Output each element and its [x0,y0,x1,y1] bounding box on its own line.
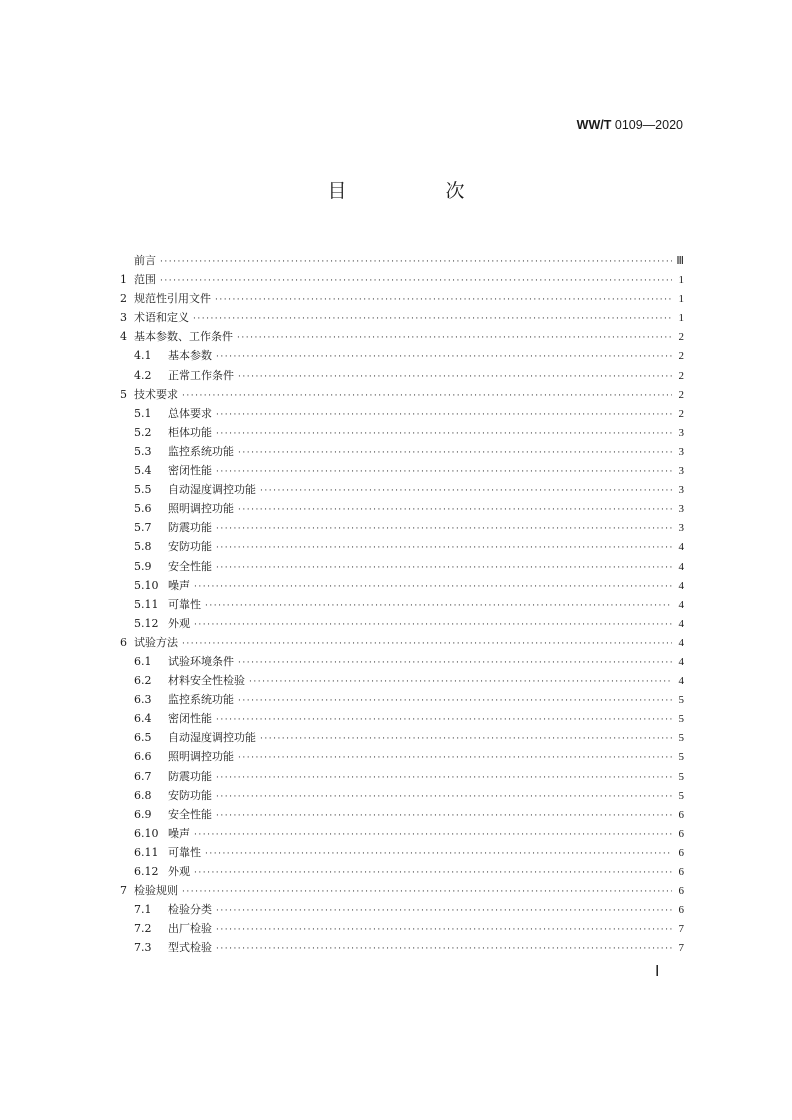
toc-entry-label: 防震功能 [168,769,212,783]
toc-entry-label: 出厂检验 [168,922,212,936]
toc-entry[interactable] [120,633,684,652]
toc-entry[interactable] [120,919,684,938]
toc-entry[interactable] [120,862,684,881]
toc-entry-number: 5.9 [134,559,152,573]
toc-entry-label: 总体要求 [168,406,212,420]
toc-entry-label: 照明调控功能 [168,502,234,516]
toc-entry-page: 4 [678,579,684,592]
toc-entry[interactable] [120,289,684,308]
toc-entry-page: 3 [678,445,684,458]
toc-entry-label: 噪声 [168,578,190,592]
toc-entry-page: 4 [678,617,684,630]
toc-entry-number: 5.6 [134,502,152,516]
toc-entry[interactable] [120,671,684,690]
toc-entry-page: 6 [678,808,684,821]
toc-dot-leader [238,368,672,387]
toc-dot-leader [216,406,672,425]
toc-entry-label: 照明调控功能 [168,750,234,764]
toc-entry-page: 2 [678,407,684,420]
toc-entry-page: 7 [678,942,684,955]
toc-entry-page: 5 [678,751,684,764]
toc-entry[interactable] [120,461,684,480]
toc-entry-page: 3 [678,484,684,497]
toc-entry-label: 监控系统功能 [168,693,234,707]
toc-entry-label: 外观 [168,616,190,630]
toc-entry-number: 7 [120,884,127,898]
toc-entry[interactable] [120,442,684,461]
toc-entry-number: 6.7 [134,769,152,783]
toc-entry-number: 7.2 [134,922,152,936]
toc-entry-number: 6.5 [134,731,152,745]
toc-entry[interactable] [120,366,684,385]
toc-entry-number: 2 [120,292,127,306]
toc-dot-leader [216,520,672,539]
toc-entry-page: 3 [678,426,684,439]
toc-entry-label: 前言 [134,254,156,267]
toc-dot-leader [194,616,672,635]
toc-entry-page: 2 [678,369,684,382]
toc-entry-page: 3 [678,522,684,535]
toc-entry[interactable] [120,480,684,499]
toc-entry-number: 5.3 [134,444,152,458]
toc-entry-page: 4 [678,675,684,688]
toc-dot-leader [216,539,672,558]
toc-entry-page: 5 [678,713,684,726]
standard-code [500,118,683,132]
toc-entry-page: 2 [678,388,684,401]
toc-entry-number: 5.11 [134,597,159,611]
toc-dot-leader [182,387,672,406]
toc-entry[interactable] [120,747,684,766]
toc-entry[interactable] [120,576,684,595]
toc-dot-leader [205,845,672,864]
toc-entry-number: 6 [120,635,127,649]
toc-entry-number: 5.12 [134,616,159,630]
toc-entry-number: 5 [120,387,127,401]
toc-entry-number: 5.10 [134,578,159,592]
toc-entry-page: 5 [678,789,684,802]
toc-entry-number: 6.3 [134,693,152,707]
toc-entry[interactable] [120,346,684,365]
toc-entry-number: 5.8 [134,540,152,554]
toc-entry[interactable] [120,499,684,518]
toc-entry-page: 4 [678,636,684,649]
toc-dot-leader [194,864,672,883]
toc-entry-number: 4 [120,330,127,344]
toc-entry[interactable] [120,557,684,576]
toc-entry-page: 5 [678,732,684,745]
toc-entry-page: 1 [678,274,684,287]
toc-dot-leader [238,692,672,711]
toc-entry-page: 6 [678,866,684,878]
toc-entry[interactable] [120,423,684,442]
toc-entry[interactable] [120,900,684,919]
toc-entry[interactable] [120,652,684,671]
toc-dot-leader [238,444,672,463]
toc-entry[interactable] [120,537,684,556]
toc-dot-leader [194,578,672,597]
toc-dot-leader [238,654,672,673]
toc-entry-label: 型式检验 [168,941,212,955]
toc-entry-number: 6.10 [134,826,159,840]
toc-dot-leader [216,559,672,578]
toc-dot-leader [216,921,672,940]
toc-entry[interactable] [120,843,684,862]
toc-entry-number: 5.1 [134,406,152,420]
toc-entry-number: 4.2 [134,368,152,382]
toc-dot-leader [216,788,672,807]
toc-entry-label: 噪声 [168,826,190,840]
toc-dot-leader [182,635,672,654]
toc-entry[interactable] [120,805,684,824]
toc-dot-leader [216,463,672,482]
toc-dot-leader [237,329,672,348]
toc-entry-label: 规范性引用文件 [134,292,211,306]
toc-entry[interactable] [120,327,684,346]
toc-dot-leader [249,673,672,692]
toc-entry-number: 5.5 [134,483,152,497]
toc-dot-leader [216,940,672,959]
toc-dot-leader [216,769,672,788]
toc-entry-number: 5.2 [134,425,152,439]
toc-entry-page: 1 [678,312,684,325]
toc-entry-label: 检验分类 [168,903,212,917]
toc-entry-label: 安全性能 [168,559,212,573]
toc-dot-leader [216,807,672,826]
toc-entry-label: 密闭性能 [168,712,212,726]
toc-entry-label: 材料安全性检验 [168,674,245,688]
toc-entry-label: 柜体功能 [168,425,212,439]
toc-entry-label: 防震功能 [168,521,212,535]
toc-dot-leader [216,425,672,444]
toc-entry-number: 3 [120,311,127,325]
table-of-contents [120,251,684,957]
toc-dot-leader [216,711,672,730]
toc-entry-label: 自动湿度调控功能 [168,483,256,497]
toc-entry-page: 3 [678,465,684,478]
toc-entry-label: 自动湿度调控功能 [168,731,256,745]
toc-entry-page: 6 [678,846,684,859]
toc-entry-page: 4 [678,541,684,554]
toc-entry-number: 4.1 [134,349,152,363]
toc-entry-label: 安防功能 [168,540,212,554]
toc-entry-label: 试验环境条件 [168,654,234,668]
toc-entry[interactable] [120,881,684,900]
toc-entry[interactable] [120,938,684,957]
toc-entry-number: 6.4 [134,712,152,726]
toc-entry-page: 4 [678,560,684,573]
toc-entry[interactable] [120,767,684,786]
toc-entry-page: 6 [678,885,684,898]
toc-entry-label: 基本参数 [168,349,212,363]
toc-entry-number: 6.8 [134,788,152,802]
toc-entry-page: 6 [678,904,684,917]
toc-title: 目 次 [327,180,505,202]
page-number: Ⅰ [655,964,660,980]
toc-entry-label: 术语和定义 [134,311,189,325]
toc-entry[interactable] [120,709,684,728]
toc-entry-page: 5 [678,694,684,707]
toc-entry-page: Ⅲ [676,255,684,267]
toc-entry-label: 密闭性能 [168,464,212,478]
toc-entry[interactable] [120,728,684,747]
standard-number: 0109—2020 [614,118,683,132]
toc-entry-label: 范围 [134,273,156,287]
toc-dot-leader [193,310,672,329]
toc-entry[interactable] [120,518,684,537]
toc-entry-label: 安全性能 [168,807,212,821]
toc-entry-label: 技术要求 [134,387,178,401]
toc-entry[interactable] [120,614,684,633]
toc-dot-leader [216,902,672,921]
toc-dot-leader [215,291,672,310]
toc-entry-number: 5.4 [134,464,152,478]
standard-prefix: WW/T [576,118,612,132]
toc-entry-label: 安防功能 [168,788,212,802]
toc-entry-label: 监控系统功能 [168,444,234,458]
toc-entry-number: 1 [120,273,127,287]
toc-entry-page: 6 [678,827,684,840]
toc-entry-page: 4 [678,655,684,668]
toc-entry-page: 2 [678,350,684,363]
toc-entry-number: 6.6 [134,750,152,764]
toc-dot-leader [194,826,672,845]
toc-entry-number: 7.3 [134,941,152,955]
toc-dot-leader [238,501,672,520]
toc-dot-leader [160,253,672,272]
toc-dot-leader [260,482,672,501]
toc-entry-number: 6.9 [134,807,152,821]
toc-entry-label: 可靠性 [168,597,201,611]
toc-dot-leader [238,749,672,768]
toc-entry-number: 5.7 [134,521,152,535]
toc-entry-page: 7 [678,923,684,936]
toc-entry-page: 1 [678,293,684,306]
toc-entry-page: 5 [678,770,684,783]
toc-entry-number: 6.2 [134,674,152,688]
toc-entry-number: 6.11 [134,845,159,859]
toc-dot-leader [260,730,672,749]
toc-dot-leader [205,597,672,616]
toc-entry-page: 3 [678,503,684,516]
toc-entry[interactable] [120,786,684,805]
toc-dot-leader [160,272,672,291]
toc-entry-label: 基本参数、工作条件 [134,330,233,344]
toc-entry[interactable] [120,404,684,423]
toc-dot-leader [182,883,672,902]
toc-entry[interactable] [120,270,684,289]
toc-entry-number: 6.1 [134,654,152,668]
toc-entry[interactable] [120,251,684,270]
toc-entry-number: 7.1 [134,903,152,917]
toc-entry[interactable] [120,308,684,327]
toc-entry-label: 可靠性 [168,845,201,859]
toc-entry-page: 4 [678,598,684,611]
toc-entry-label: 检验规则 [134,884,178,898]
toc-entry-label: 试验方法 [134,635,178,649]
toc-entry[interactable] [120,385,684,404]
toc-entry[interactable] [120,690,684,709]
toc-dot-leader [216,348,672,367]
toc-entry[interactable] [120,824,684,843]
toc-entry-page: 2 [678,331,684,344]
toc-entry-label: 正常工作条件 [168,368,234,382]
toc-entry-number: 6.12 [134,865,159,878]
toc-entry-label: 外观 [168,865,190,878]
toc-entry[interactable] [120,595,684,614]
